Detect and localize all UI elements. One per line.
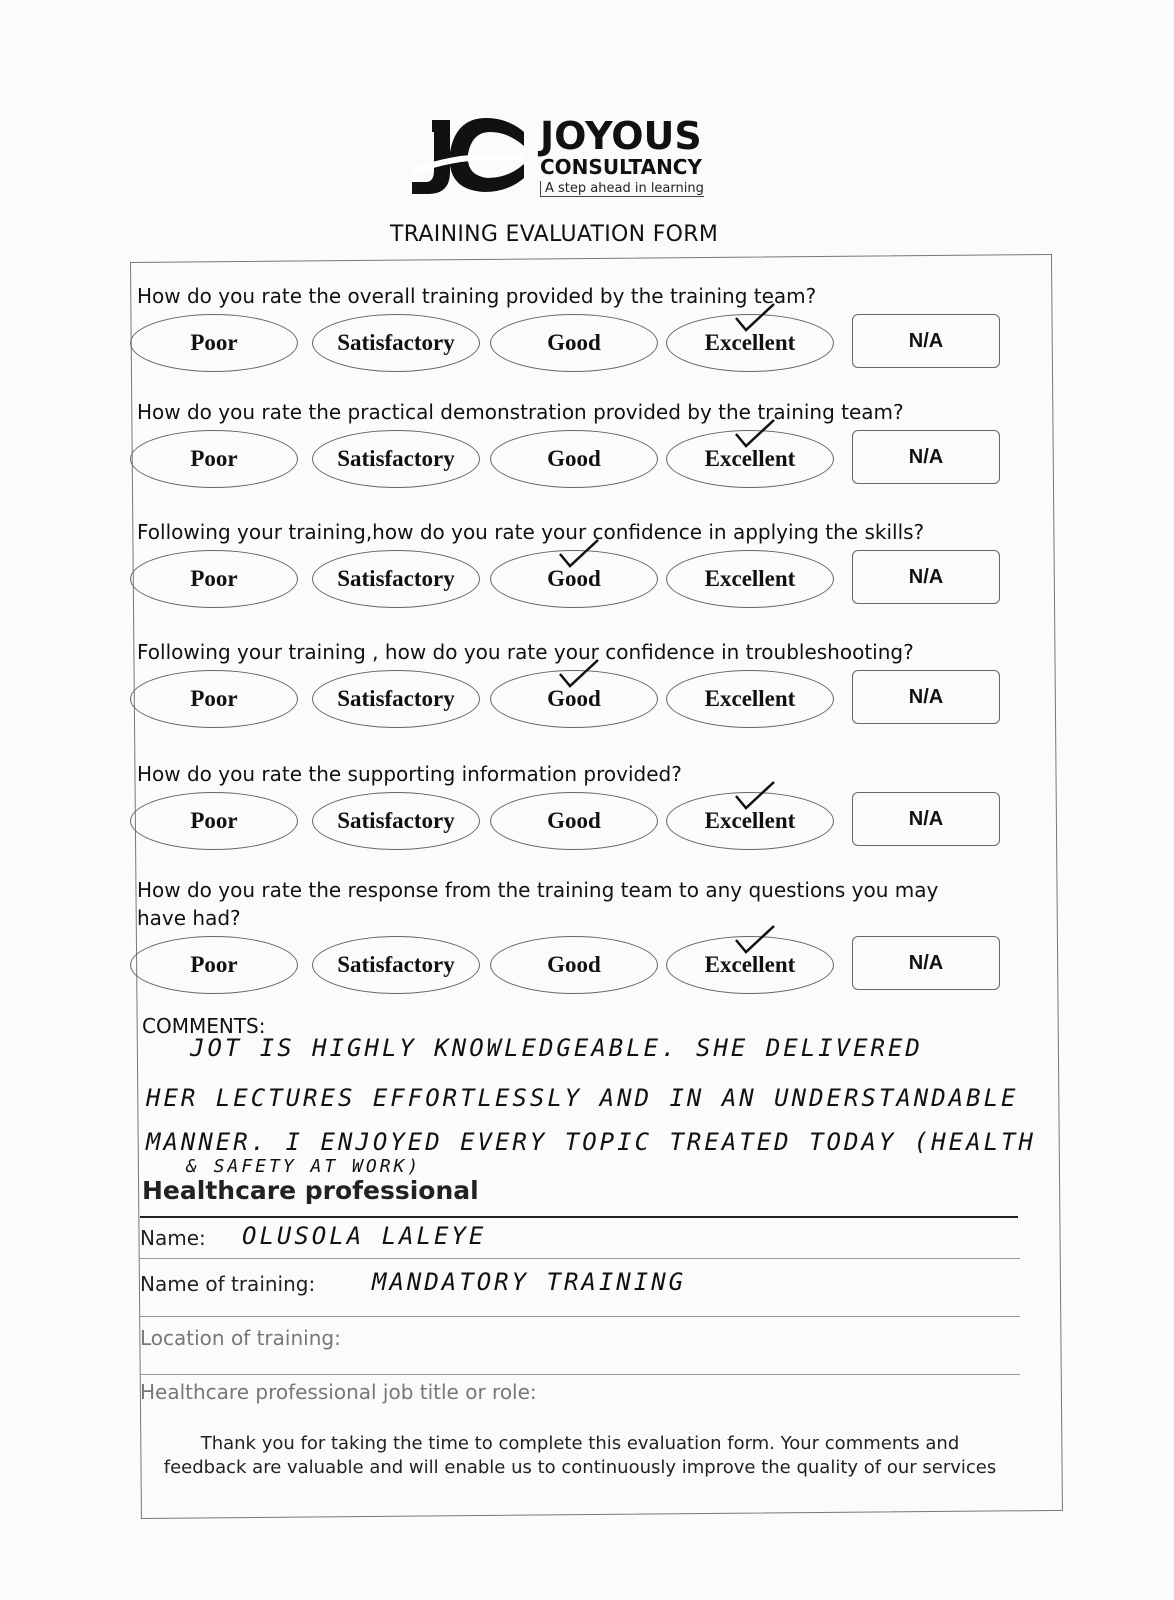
rating-option-good[interactable]: Good <box>490 792 658 850</box>
comment-line: HER LECTURES EFFORTLESSLY AND IN AN UNDERSTANDABLE <box>146 1084 1019 1112</box>
rating-option-na[interactable]: N/A <box>852 550 1000 604</box>
checkmark-icon <box>732 300 776 334</box>
rating-options <box>137 314 1037 384</box>
brand-name: JOYOUS <box>540 114 702 158</box>
rating-option-poor[interactable]: Poor <box>130 792 298 850</box>
rating-options <box>137 792 1037 862</box>
question-block <box>137 518 1037 620</box>
question-block <box>137 638 1037 740</box>
row-divider <box>140 1316 1020 1317</box>
location-label: Location of training: <box>140 1326 341 1350</box>
rating-option-satisfactory[interactable]: Satisfactory <box>312 430 480 488</box>
rating-option-excellent[interactable]: Excellent <box>666 550 834 608</box>
comments-label: COMMENTS: <box>142 1014 266 1038</box>
rating-option-na[interactable]: N/A <box>852 670 1000 724</box>
jc-logo-mark-icon <box>412 112 527 200</box>
rating-option-poor[interactable]: Poor <box>130 550 298 608</box>
question-text: How do you rate the response from the training team to any questions you may have had? <box>137 878 939 930</box>
rating-options <box>137 670 1037 740</box>
rating-option-satisfactory[interactable]: Satisfactory <box>312 314 480 372</box>
rating-option-poor[interactable]: Poor <box>130 670 298 728</box>
comment-line: & SAFETY AT WORK) <box>186 1156 422 1177</box>
question-text: Following your training , how do you rate your confidence in troubleshooting? <box>137 640 914 664</box>
checkmark-icon <box>732 778 776 812</box>
rating-options <box>137 430 1037 500</box>
company-logo <box>412 112 732 202</box>
rating-option-na[interactable]: N/A <box>852 314 1000 368</box>
question-text: How do you rate the overall training provided by the training team? <box>137 284 817 308</box>
rating-option-satisfactory[interactable]: Satisfactory <box>312 792 480 850</box>
rating-option-excellent[interactable]: Excellent <box>666 936 834 994</box>
question-text: How do you rate the supporting information provided? <box>137 762 682 786</box>
rating-option-excellent[interactable]: Excellent <box>666 792 834 850</box>
row-divider <box>140 1374 1020 1375</box>
rating-option-satisfactory[interactable]: Satisfactory <box>312 670 480 728</box>
job-title-label: Healthcare professional job title or role: <box>140 1380 537 1404</box>
checkmark-icon <box>556 536 600 570</box>
rating-option-good[interactable]: Good <box>490 670 658 728</box>
rating-option-good[interactable]: Good <box>490 314 658 372</box>
rating-option-na[interactable]: N/A <box>852 430 1000 484</box>
row-divider <box>140 1258 1020 1259</box>
section-divider <box>140 1216 1018 1218</box>
rating-option-na[interactable]: N/A <box>852 936 1000 990</box>
checkmark-icon <box>732 416 776 450</box>
healthcare-professional-heading: Healthcare professional <box>142 1176 479 1205</box>
brand-tagline: A step ahead in learning <box>540 181 704 197</box>
form-title: TRAINING EVALUATION FORM <box>390 222 719 247</box>
rating-option-excellent[interactable]: Excellent <box>666 314 834 372</box>
rating-options <box>137 550 1037 620</box>
comment-line: JOT IS HIGHLY KNOWLEDGEABLE. SHE DELIVERED <box>190 1034 923 1062</box>
brand-subname: CONSULTANCY <box>540 155 702 179</box>
rating-option-satisfactory[interactable]: Satisfactory <box>312 550 480 608</box>
name-field[interactable]: OLUSOLA LALEYE <box>242 1222 487 1250</box>
rating-option-excellent[interactable]: Excellent <box>666 430 834 488</box>
rating-option-good[interactable]: Good <box>490 936 658 994</box>
question-block <box>137 876 1037 1006</box>
training-name-label: Name of training: <box>140 1272 316 1296</box>
thank-you-note: Thank you for taking the time to complete this evaluation form. Your comments and feedback are valuable and will enable us to continuously improve the quality of our services <box>163 1433 997 1478</box>
rating-option-excellent[interactable]: Excellent <box>666 670 834 728</box>
training-name-field[interactable]: MANDATORY TRAINING <box>372 1268 687 1296</box>
checkmark-icon <box>556 656 600 690</box>
name-label: Name: <box>140 1226 206 1250</box>
question-block <box>137 760 1037 862</box>
question-block <box>137 282 1037 384</box>
rating-option-poor[interactable]: Poor <box>130 936 298 994</box>
rating-option-poor[interactable]: Poor <box>130 314 298 372</box>
comment-line: MANNER. I ENJOYED EVERY TOPIC TREATED TODAY (HEALTH <box>146 1128 1036 1156</box>
rating-option-na[interactable]: N/A <box>852 792 1000 846</box>
rating-option-poor[interactable]: Poor <box>130 430 298 488</box>
rating-options <box>137 936 1037 1006</box>
question-block <box>137 398 1037 500</box>
rating-option-satisfactory[interactable]: Satisfactory <box>312 936 480 994</box>
checkmark-icon <box>732 922 776 956</box>
rating-option-good[interactable]: Good <box>490 550 658 608</box>
rating-option-good[interactable]: Good <box>490 430 658 488</box>
question-text: Following your training,how do you rate your confidence in applying the skills? <box>137 520 925 544</box>
question-text: How do you rate the practical demonstration provided by the training team? <box>137 400 904 424</box>
